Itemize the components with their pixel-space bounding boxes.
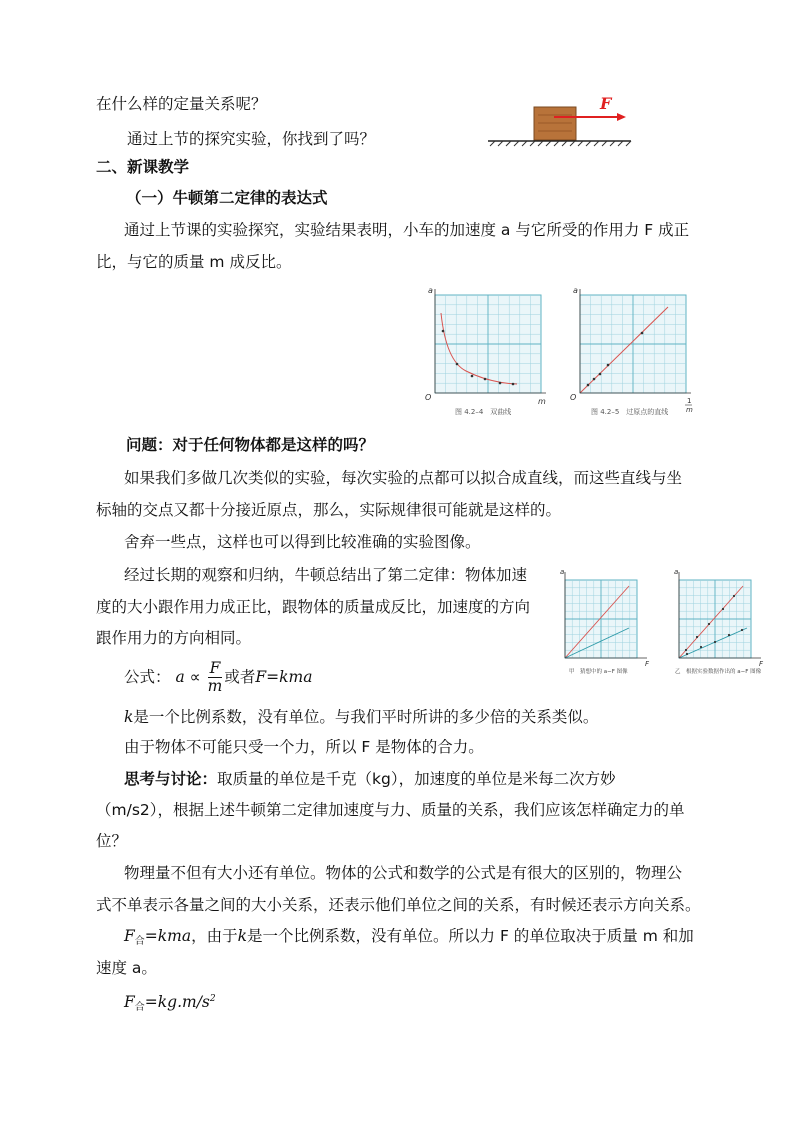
discard-paragraph: 舍弃一些点，这样也可以得到比较准确的实验图像。 xyxy=(124,533,481,551)
f-net-variable: F xyxy=(124,927,135,945)
intro-question: 在什么样的定量关系呢？ xyxy=(96,95,267,113)
repeat-paragraph-line2: 标轴的交点又都十分接近原点，那么，实际规律很可能就是这样的。 xyxy=(96,501,562,519)
block-force-figure xyxy=(486,95,636,147)
units-paragraph-line1: 物理量不但有大小还有单位。物体的公式和数学的公式是有很大的区别的，物理公 xyxy=(124,864,683,882)
f-net-paragraph-line1 xyxy=(124,925,694,953)
net-force-paragraph: 由于物体不可能只受一个力，所以 F 是物体的合力。 xyxy=(124,738,484,756)
f-net-k: k xyxy=(237,927,248,945)
formula-line xyxy=(124,657,312,697)
graph-hyperbola xyxy=(422,283,552,419)
k-variable: k xyxy=(124,708,134,726)
formula-kma: F=kma xyxy=(255,668,313,686)
x-axis-label-den: m xyxy=(686,406,693,414)
newton-paragraph-line2: 度的大小跟作用力成正比，跟物体的质量成反比，加速度的方向 xyxy=(96,598,531,616)
result-paragraph-line2: 比，与它的质量 m 成反比。 xyxy=(96,253,292,271)
x-axis-label: m xyxy=(538,397,546,406)
discuss-line1 xyxy=(124,768,616,790)
figure-caption: 图 4.2–4 双曲线 xyxy=(455,408,512,416)
f-unit-equation: =kg.m/s xyxy=(144,993,210,1012)
section-heading: 二、新课教学 xyxy=(96,158,190,176)
newton-paragraph-line3: 跟作用力的方向相同。 xyxy=(96,629,252,647)
newton-paragraph-line1: 经过长期的观察和归纳，牛顿总结出了第二定律：物体加速 xyxy=(124,566,528,584)
f-net-subscript: 合 xyxy=(134,936,145,947)
figure-caption: 图 4.2–5 过原点的直线 xyxy=(591,408,669,416)
graph-a-f-experiment xyxy=(673,566,783,678)
f-net-paragraph-line2: 速度 a。 xyxy=(96,959,157,977)
units-paragraph-line2: 式不单表示各量之间的大小关系，还表示他们单位之间的关系，有时候还表示方向关系。 xyxy=(96,896,701,914)
x-axis-label: F xyxy=(759,660,764,668)
f-unit-superscript: 2 xyxy=(209,994,216,1004)
f-unit-variable: F xyxy=(124,993,135,1012)
result-paragraph-line1: 通过上节课的实验探究，实验结果表明，小车的加速度 a 与它所受的作用力 F 成正 xyxy=(124,221,690,239)
formula-label: 公式： xyxy=(124,668,171,686)
f-net-equation: =kma xyxy=(144,927,192,945)
question-heading: 问题：对于任何物体都是这样的吗？ xyxy=(126,436,375,454)
k-text: 是一个比例系数，没有单位。与我们平时所讲的多少倍的关系类似。 xyxy=(133,708,599,726)
f-unit-line xyxy=(124,988,216,1019)
force-label: F xyxy=(600,95,612,113)
f-unit-subscript: 合 xyxy=(134,1002,145,1014)
figure-caption: 甲 猜想中的 a−F 图像 xyxy=(569,669,628,675)
formula-denominator: m xyxy=(207,677,223,695)
x-axis-label: F xyxy=(645,660,650,668)
discuss-line3: 位？ xyxy=(96,832,128,850)
formula-a: a xyxy=(175,668,185,686)
sub-heading: （一）牛顿第二定律的表达式 xyxy=(126,189,328,207)
y-axis-label: a xyxy=(428,286,433,295)
y-axis-label: a xyxy=(573,286,578,295)
intro-found: 通过上节的探究实验，你找到了吗？ xyxy=(127,130,376,148)
y-axis-label: a xyxy=(560,568,565,576)
x-axis-label-num: 1 xyxy=(687,397,692,405)
repeat-paragraph-line1: 如果我们多做几次类似的实验，每次实验的点都可以拟合成直线，而这些直线与坐 xyxy=(124,469,683,487)
figure-caption: 乙 根据实验数据作出的 a−F 图像 xyxy=(675,669,762,675)
y-axis-label: a xyxy=(674,568,679,576)
formula-proportional: ∝ xyxy=(189,668,201,686)
discuss-line2: （m/s2），根据上述牛顿第二定律加速度与力、质量的关系，我们应该怎样确定力的单 xyxy=(96,801,685,819)
formula-or: 或者 xyxy=(224,668,256,686)
origin-label: O xyxy=(425,393,432,402)
discuss-label: 思考与讨论： xyxy=(124,770,218,788)
formula-numerator: F xyxy=(209,659,221,677)
discuss-text: 取质量的单位是千克（kg），加速度的单位是米每二次方妙 xyxy=(217,770,616,788)
origin-label: O xyxy=(570,393,577,402)
graph-line-origin xyxy=(567,283,701,419)
formula-fraction xyxy=(208,660,223,695)
graph-a-f-guess xyxy=(557,566,657,678)
k-paragraph xyxy=(124,706,598,728)
f-net-text-b: 是一个比例系数，没有单位。所以力 F 的单位取决于质量 m 和加 xyxy=(247,927,694,945)
f-net-text-a: ，由于 xyxy=(191,927,238,945)
